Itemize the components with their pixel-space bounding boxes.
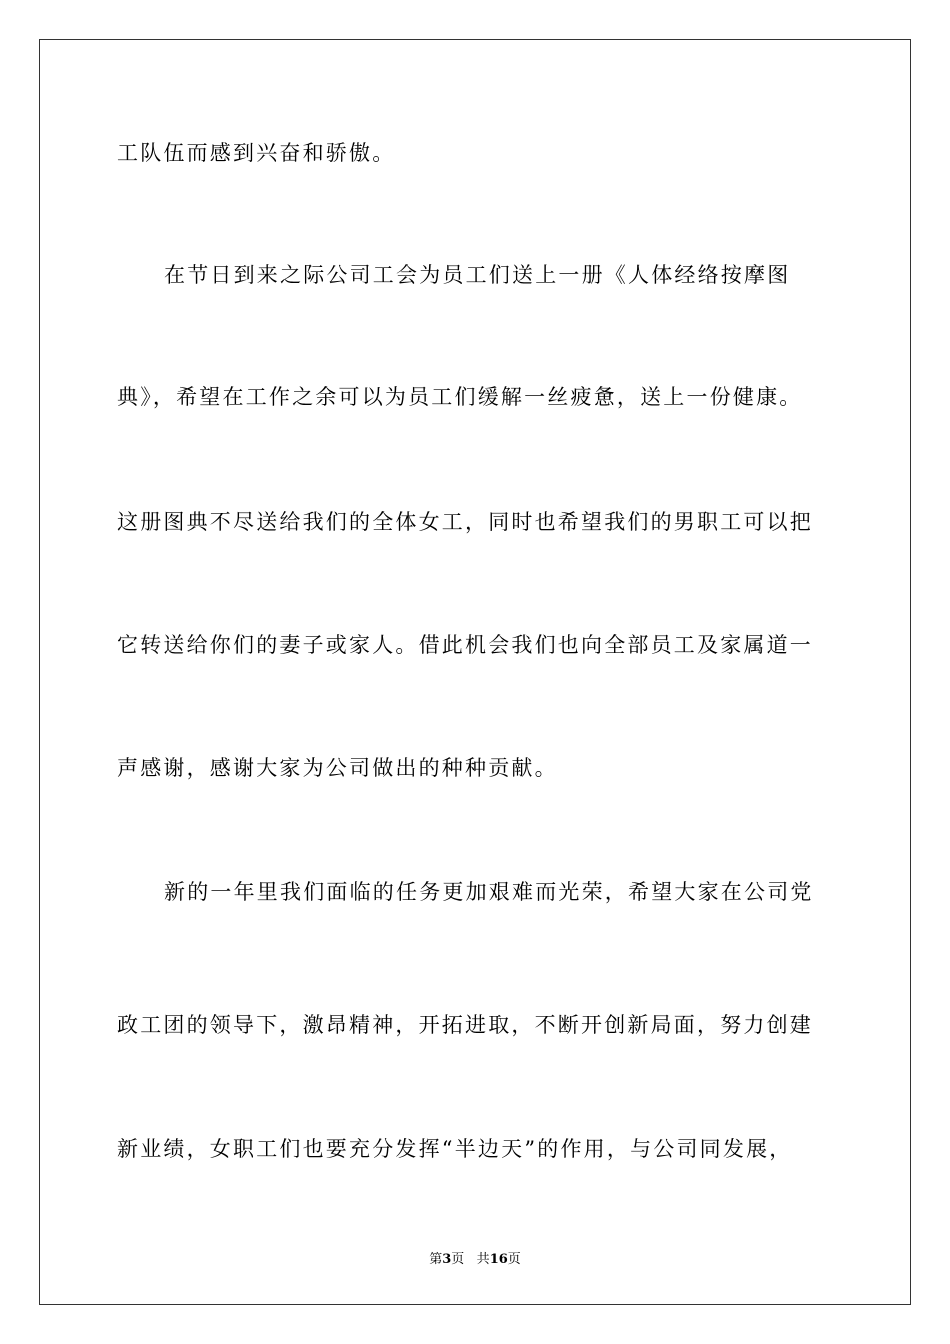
paragraph-line-4: 这册图典不尽送给我们的全体女工，同时也希望我们的男职工可以把 (117, 510, 813, 534)
paragraph-line-7: 新的一年里我们面临的任务更加艰难而光荣，希望大家在公司党 (164, 880, 814, 904)
footer-total-prefix: 共 (476, 1252, 490, 1267)
paragraph-line-9: 新业绩，女职工们也要充分发挥“半边天”的作用，与公司同发展， (117, 1137, 793, 1161)
footer-total-suffix: 页 (507, 1252, 521, 1267)
paragraph-line-8: 政工团的领导下，激昂精神，开拓进取，不断开创新局面，努力创建 (117, 1013, 813, 1037)
footer-page-number: 3 (442, 1252, 452, 1267)
paragraph-line-3: 典》，希望在工作之余可以为员工们缓解一丝疲惫，送上一份健康。 (117, 385, 803, 409)
paragraph-line-6: 声感谢，感谢大家为公司做出的种种贡献。 (117, 756, 558, 780)
paragraph-line-5: 它转送给你们的妻子或家人。借此机会我们也向全部员工及家属道一 (117, 633, 813, 657)
paragraph-line-1: 工队伍而感到兴奋和骄傲。 (117, 141, 396, 165)
paragraph-line-2: 在节日到来之际公司工会为员工们送上一册《人体经络按摩图 (164, 263, 791, 287)
footer-page-prefix: 第 (429, 1252, 443, 1267)
footer-total-pages: 16 (489, 1252, 508, 1267)
page-frame (39, 39, 911, 1305)
footer-page-suffix: 页 (451, 1252, 465, 1267)
page-footer (0, 1248, 950, 1267)
